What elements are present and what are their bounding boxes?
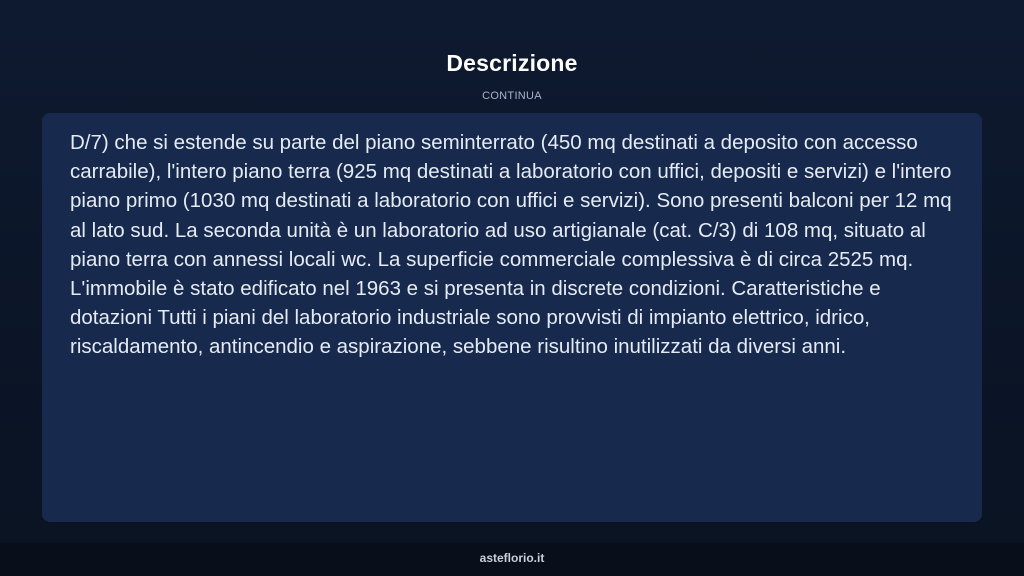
footer-bar (0, 543, 1024, 576)
continua-label: CONTINUA (482, 90, 542, 102)
description-text: D/7) che si estende su parte del piano seminterrato (450 mq destinati a deposito con accesso carrabile), l'intero piano terra (925 mq destinati a laboratorio con uffici, depositi e servizi) e l'intero piano primo (1030 mq destinati a laboratorio con uffici e servizi). Sono presenti balconi per 12 mq al lato sud. La seconda unità è un laboratorio ad uso artigianale (cat. C/3) di 108 mq, situato al piano terra con annessi locali wc. La superficie commerciale complessiva è di circa 2525 mq. L'immobile è stato edificato nel 1963 e si presenta in discrete condizioni. Caratteristiche e dotazioni Tutti i piani del laboratorio industriale sono provvisti di impianto elettrico, idrico, riscaldamento, antincendio e aspirazione, sebbene risultino inutilizzati da diversi anni. (70, 131, 952, 359)
page-title: Descrizione (446, 50, 578, 76)
footer-site-link[interactable]: asteflorio.it (479, 551, 545, 565)
description-card (42, 113, 982, 522)
